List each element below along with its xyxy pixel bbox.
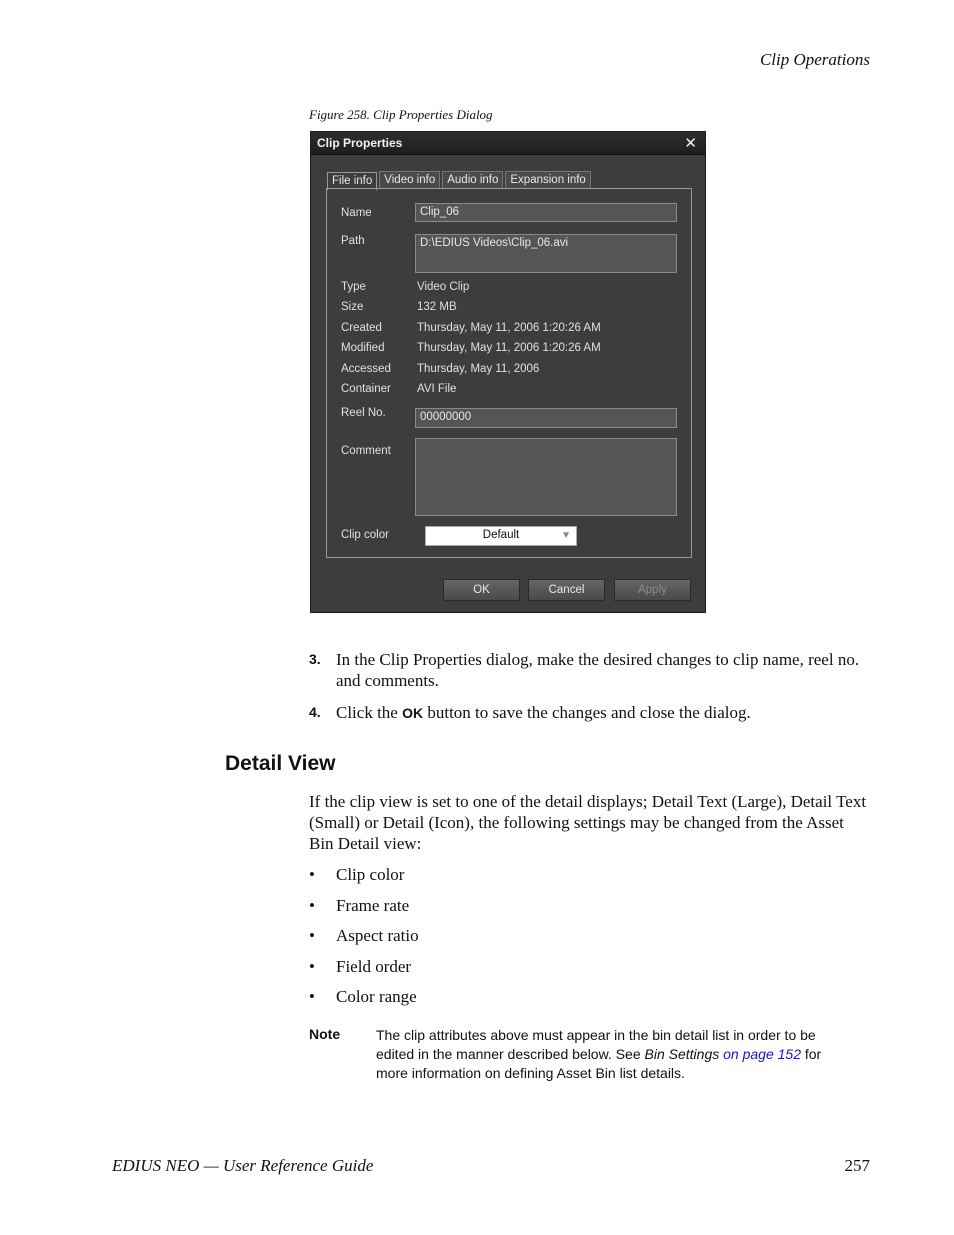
page-number: 257 [844, 1156, 870, 1175]
bullet-icon: • [309, 957, 315, 976]
type-value: Video Clip [417, 281, 470, 293]
note-italic: Bin Settings [644, 1046, 720, 1062]
bullet-icon: • [309, 865, 315, 884]
clip-color-value: Default [482, 529, 520, 541]
step-3 [309, 649, 869, 691]
bullet-icon: • [309, 987, 315, 1006]
tab-file-info[interactable]: File info [327, 172, 377, 190]
step-text-pre: Click the [336, 703, 403, 722]
section-heading: Detail View [225, 752, 336, 775]
size-label: Size [341, 301, 364, 313]
section-paragraph: If the clip view is set to one of the detail displays; Detail Text (Large), Detail Text (Small) or Detail (Icon), the following settings may be changed from the Asset Bin Detail view: [309, 792, 867, 853]
type-label: Type [341, 281, 366, 293]
container-value: AVI File [417, 383, 457, 395]
clip-color-label: Clip color [341, 529, 389, 541]
tab-bar [327, 171, 593, 189]
dialog-titlebar [311, 132, 705, 155]
bullet-text: Field order [336, 957, 412, 976]
bullet-item [309, 864, 404, 885]
ok-button[interactable]: OK [443, 579, 520, 601]
accessed-label: Accessed [341, 363, 391, 375]
reel-no-input[interactable]: 00000000 [415, 408, 677, 428]
accessed-value: Thursday, May 11, 2006 [417, 363, 540, 375]
created-label: Created [341, 322, 382, 334]
bullet-item [309, 956, 411, 977]
dialog-title: Clip Properties [317, 136, 403, 150]
bullet-text: Clip color [336, 865, 405, 884]
path-field[interactable]: D:\EDIUS Videos\Clip_06.avi [415, 234, 677, 273]
created-value: Thursday, May 11, 2006 1:20:26 AM [417, 322, 601, 334]
note-text-2: for more information on defining Asset Bin list details. [376, 1046, 822, 1081]
footer-title: EDIUS NEO — User Reference Guide [112, 1156, 374, 1175]
size-value: 132 MB [417, 301, 457, 313]
step-number: 3. [309, 651, 321, 667]
figure-caption: Figure 258. Clip Properties Dialog [309, 107, 493, 122]
close-icon[interactable]: ✕ [684, 135, 697, 152]
comment-label: Comment [341, 445, 391, 457]
clip-properties-dialog [310, 131, 706, 613]
bullet-item [309, 986, 417, 1007]
step-text-post: button to save the changes and close the dialog. [423, 703, 751, 722]
running-header: Clip Operations [759, 50, 870, 69]
step-text [336, 702, 869, 724]
container-label: Container [341, 383, 391, 395]
apply-button[interactable]: Apply [614, 579, 691, 601]
note-label: Note [309, 1026, 341, 1042]
step-number: 4. [309, 704, 321, 720]
modified-label: Modified [341, 342, 385, 354]
name-label: Name [341, 207, 372, 219]
bullet-text: Aspect ratio [336, 926, 419, 945]
comment-textarea[interactable] [415, 438, 677, 516]
path-label: Path [341, 235, 365, 247]
bullet-text: Color range [336, 987, 417, 1006]
bullet-text: Frame rate [336, 896, 410, 915]
step-text: In the Clip Properties dialog, make the desired changes to clip name, reel no. and comments. [336, 650, 860, 690]
clip-color-select[interactable] [425, 526, 577, 546]
note-text-1: The clip attributes above must appear in the bin detail list in order to be edited in the manner described below. See [376, 1027, 816, 1062]
bullet-icon: • [309, 896, 315, 915]
modified-value: Thursday, May 11, 2006 1:20:26 AM [417, 342, 601, 354]
chevron-down-icon: ▼ [561, 530, 571, 541]
reel-no-label: Reel No. [341, 407, 386, 419]
cancel-button[interactable]: Cancel [528, 579, 605, 601]
ok-keyword: OK [402, 705, 424, 721]
step-4 [309, 702, 869, 724]
note-text [376, 1026, 856, 1083]
name-input[interactable]: Clip_06 [415, 203, 677, 222]
page-link[interactable]: on page 152 [719, 1046, 801, 1062]
bullet-item [309, 925, 419, 946]
tab-video-info[interactable]: Video info [379, 171, 440, 189]
file-info-panel [326, 188, 692, 558]
bullet-item [309, 895, 409, 916]
tab-expansion-info[interactable]: Expansion info [505, 171, 590, 189]
tab-audio-info[interactable]: Audio info [442, 171, 503, 189]
bullet-icon: • [309, 926, 315, 945]
